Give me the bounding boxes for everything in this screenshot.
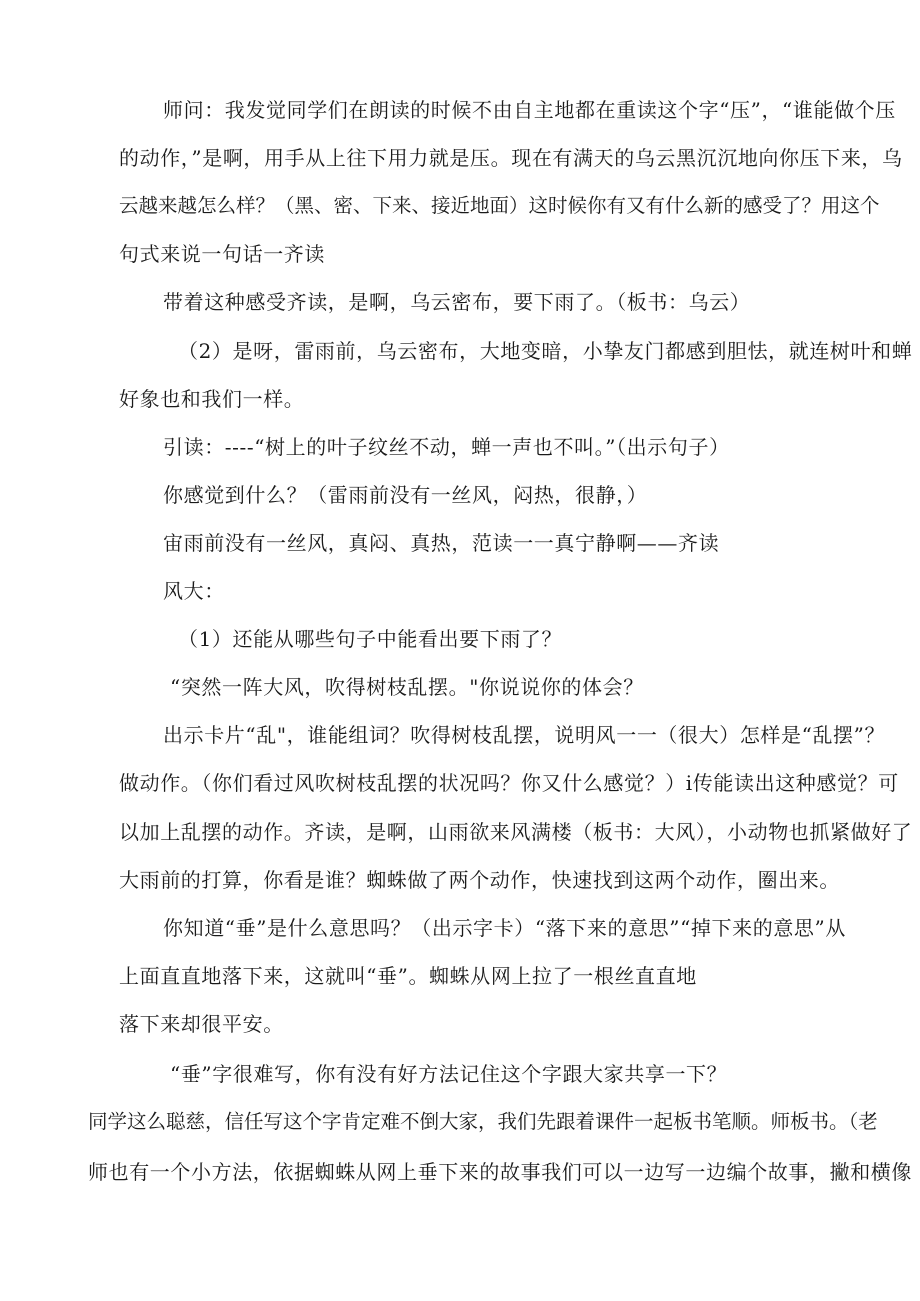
text-line-2: 的动作，”是啊，用手从上往下用力就是压。现在有满天的乌云黑沉沉地向你压下来，乌 [119,146,903,170]
text-line-5: 带着这种感受齐读，是啊，乌云密布，要下雨了。（板书：乌云） [163,290,751,314]
text-line-12: （1）还能从哪些句子中能看出要下雨了？ [178,627,563,651]
text-line-9: 你感觉到什么？（雷雨前没有一丝风，闷热，很静，） [163,483,648,507]
text-line-16: 以加上乱摆的动作。齐读，是啊，山雨欲来风满楼（板书：大风），小动物也抓紧做好了 [119,820,913,844]
text-line-18: 你知道“垂”是什么意思吗？（出示字卡）“落下来的意思”“掉下来的意思”从 [163,916,846,940]
text-line-1: 师问：我发觉同学们在朗读的时候不由自主地都在重读这个字“压”，“谁能做个压 [163,98,896,122]
text-line-23: 师也有一个小方法，依据蜘蛛从网上垂下来的故事我们可以一边写一边编个故事，撇和横像 [88,1160,912,1184]
text-line-19: 上面直直地落下来，这就叫“垂”。蜘蛛从网上拉了一根丝直直地 [119,964,697,988]
text-line-17: 大雨前的打算，你看是谁？蜘蛛做了两个动作，快速找到这两个动作，圈出来。 [119,868,840,892]
text-line-4: 句式来说一句话一齐读 [119,242,325,266]
text-line-20: 落下来却很平安。 [119,1012,284,1036]
text-line-15: 做动作。（你们看过风吹树枝乱摆的状况吗？你又什么感觉？）i传能读出这种感觉？可 [119,771,899,795]
text-line-21: “垂”字很难写，你有没有好方法记住这个字跟大家共享一下？ [170,1062,728,1086]
text-line-11: 风大： [163,579,225,603]
text-line-3: 云越来越怎么样？（黑、密、下来、接近地面）这时候你有又有什么新的感受了？用这个 [119,194,880,217]
text-line-10: 宙雨前没有一丝风，真闷、真热，范读一一真宁静啊——齐读 [163,531,720,555]
text-line-6: （2）是呀，雷雨前，乌云密布，大地变暗，小挚友门都感到胆怯，就连树叶和蝉 [178,339,913,363]
text-line-8: 引读：----“树上的叶子纹丝不动，蝉一声也不叫。”（出示句子） [163,435,730,459]
text-line-14: 出示卡片“乱"，谁能组词？吹得树枝乱摆，说明风一一（很大）怎样是“乱摆”？ [163,723,886,747]
text-line-7: 好象也和我们一样。 [119,387,305,411]
text-line-22: 同学这么聪慈，信任写这个字肯定难不倒大家，我们先跟着课件一起板书笔顺。师板书。（老 [88,1110,878,1133]
text-line-13: “突然一阵大风，吹得树枝乱摆。"你说说你的体会？ [170,675,644,699]
